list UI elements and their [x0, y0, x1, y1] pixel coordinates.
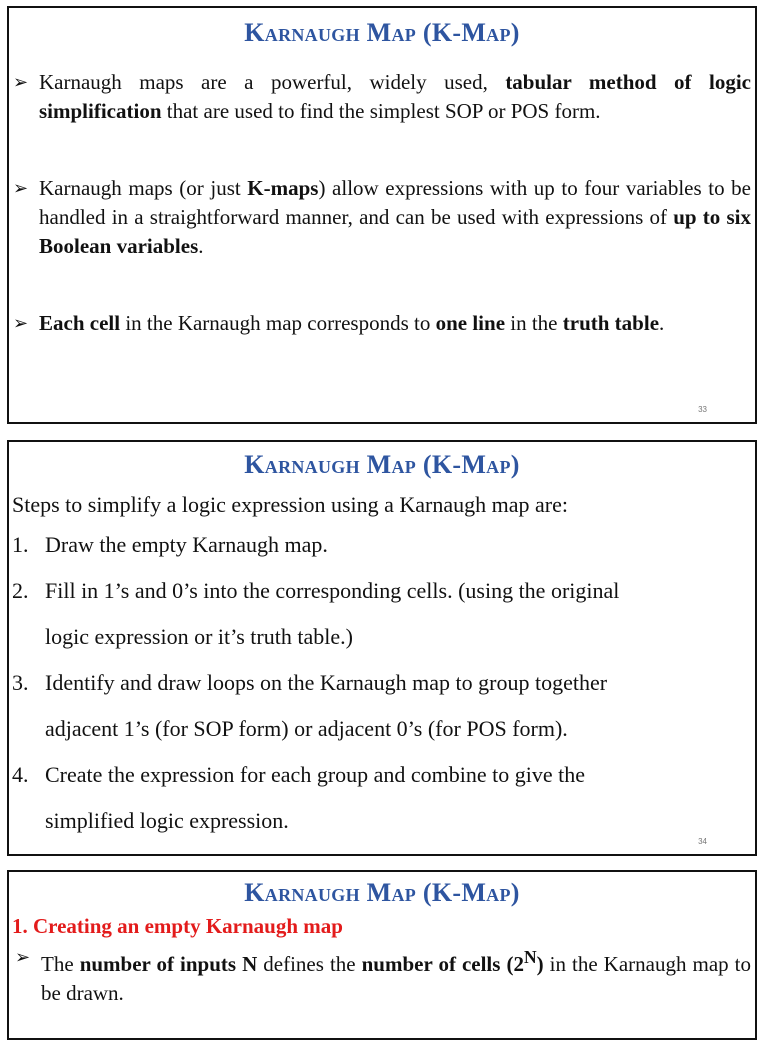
- slide-title: Karnaugh Map (K-Map): [244, 450, 520, 479]
- bullet-item: ➢ Each cell in the Karnaugh map corresponds to one line in the truth table.: [13, 309, 755, 338]
- slide-number: 34: [698, 837, 707, 846]
- section-heading: 1. Creating an empty Karnaugh map: [12, 914, 343, 938]
- step-item: 3. Identify and draw loops on the Karnaugh map to group together adjacent 1’s (for SOP form) or adjacent 0’s (for POS form).: [12, 670, 608, 741]
- step-item: 1. Draw the empty Karnaugh map.: [12, 532, 328, 557]
- steps-intro: Steps to simplify a logic expression using a Karnaugh map are:: [12, 492, 568, 517]
- bullet-item: ➢ Karnaugh maps (or just K-maps) allow expressions with up to four variables to be handled in a straightforward manner, and can be used with expressions of up to six Boolean variables.: [13, 176, 752, 258]
- bullet-item: ➢ The number of inputs N defines the number of cells $(2^N)$ in the Karnaugh map to be drawn.: [15, 943, 755, 1008]
- slide-number: 33: [698, 405, 707, 414]
- step-item: 2. Fill in 1’s and 0’s into the corresponding cells. (using the original logic expression or it’s truth table.): [12, 578, 620, 649]
- slide-35: [7, 870, 757, 1040]
- step-item: 4. Create the expression for each group and combine to give the simplified logic expression.: [12, 762, 586, 833]
- arrowhead-bullet-icon: ➢: [15, 947, 31, 968]
- steps-list: [12, 522, 755, 844]
- arrowhead-bullet-icon: ➢: [13, 178, 29, 199]
- bullet-item: ➢ Karnaugh maps are a powerful, widely used, tabular method of logic simplification that are used to find the simplest SOP or POS form.: [13, 70, 751, 123]
- slide-34: [7, 440, 757, 856]
- slide-title: Karnaugh Map (K-Map): [244, 18, 520, 47]
- slide-33: [7, 6, 757, 424]
- slide-title: Karnaugh Map (K-Map): [244, 878, 520, 907]
- arrowhead-bullet-icon: ➢: [13, 313, 29, 334]
- arrowhead-bullet-icon: ➢: [13, 72, 29, 93]
